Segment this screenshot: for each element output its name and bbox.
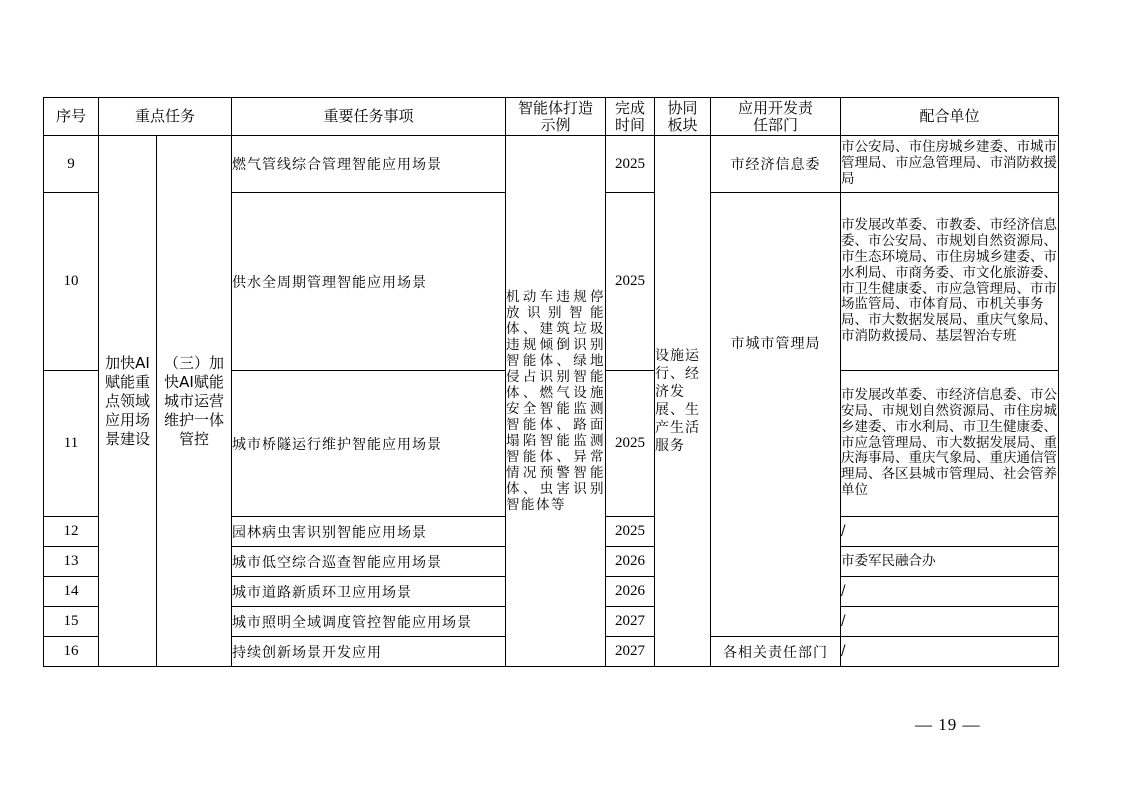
cooperating-units: 市发展改革委、市教委、市经济信息委、市公安局、市规划自然资源局、市生态环境局、市住房城乡建委、市水利局、市商务委、市文化旅游委、市卫生健康委、市应急管理局、市市场监管局、市体育局、市机关事务局、市大数据发展局、重庆气象局、市消防救援局、基层智治专班 [841, 193, 1059, 371]
task-item: 园林病虫害识别智能应用场景 [232, 517, 506, 547]
cooperating-units: 市公安局、市住房城乡建委、市城市管理局、市应急管理局、市消防救援局 [841, 136, 1059, 193]
task-item: 城市桥隧运行维护智能应用场景 [232, 371, 506, 517]
header-dept: 应用开发责任部门 [711, 98, 841, 136]
row-no: 13 [44, 547, 99, 577]
completion-year: 2025 [606, 371, 655, 517]
page-number: — 19 — [915, 715, 981, 734]
responsible-dept: 市经济信息委 [711, 136, 841, 193]
row-no: 16 [44, 637, 99, 667]
completion-year: 2027 [606, 637, 655, 667]
completion-year: 2025 [606, 136, 655, 193]
row-no: 12 [44, 517, 99, 547]
row-no: 15 [44, 607, 99, 637]
task-item: 供水全周期管理智能应用场景 [232, 193, 506, 371]
row-no: 9 [44, 136, 99, 193]
collab-sector: 设施运行、经济发展、生产生活服务 [655, 136, 711, 667]
completion-year: 2025 [606, 193, 655, 371]
cooperating-units: / [841, 607, 1059, 637]
completion-year: 2026 [606, 547, 655, 577]
header-example: 智能体打造示例 [506, 98, 606, 136]
cooperating-units: / [841, 577, 1059, 607]
responsible-dept: 各相关责任部门 [711, 637, 841, 667]
header-no: 序号 [44, 98, 99, 136]
cooperating-units: 市发展改革委、市经济信息委、市公安局、市规划自然资源局、市住房城乡建委、市水利局、市卫生健康委、市应急管理局、市大数据发展局、重庆海事局、重庆气象局、重庆通信管理局、各区县城市管理局、社会管养单位 [841, 371, 1059, 517]
completion-year: 2027 [606, 607, 655, 637]
task-item: 城市道路新质环卫应用场景 [232, 577, 506, 607]
task-item: 城市低空综合巡查智能应用场景 [232, 547, 506, 577]
row-no: 11 [44, 371, 99, 517]
task-item: 持续创新场景开发应用 [232, 637, 506, 667]
header-key-task: 重点任务 [99, 98, 232, 136]
header-coop: 配合单位 [841, 98, 1059, 136]
header-sector: 协同板块 [655, 98, 711, 136]
task-table [43, 97, 1059, 667]
completion-year: 2025 [606, 517, 655, 547]
header-task-item: 重要任务事项 [232, 98, 506, 136]
header-time: 完成时间 [606, 98, 655, 136]
task-item: 燃气管线综合管理智能应用场景 [232, 136, 506, 193]
table-row [44, 136, 1059, 193]
agent-example: 机动车违规停放识别智能体、建筑垃圾违规倾倒识别智能体、绿地侵占识别智能体、燃气设施安全智能监测智能体、路面塌陷智能监测智能体、异常情况预警智能体、虫害识别智能体等 [506, 136, 606, 667]
task-item: 城市照明全域调度管控智能应用场景 [232, 607, 506, 637]
cooperating-units: 市委军民融合办 [841, 547, 1059, 577]
completion-year: 2026 [606, 577, 655, 607]
cooperating-units: / [841, 637, 1059, 667]
header-row [44, 98, 1059, 136]
key-task-sub: （三）加快AI赋能城市运营维护一体管控 [157, 136, 232, 667]
row-no: 10 [44, 193, 99, 371]
key-task-main: 加快AI赋能重点领域应用场景建设 [99, 136, 157, 667]
responsible-dept: 市城市管理局 [711, 193, 841, 637]
cooperating-units: / [841, 517, 1059, 547]
row-no: 14 [44, 577, 99, 607]
